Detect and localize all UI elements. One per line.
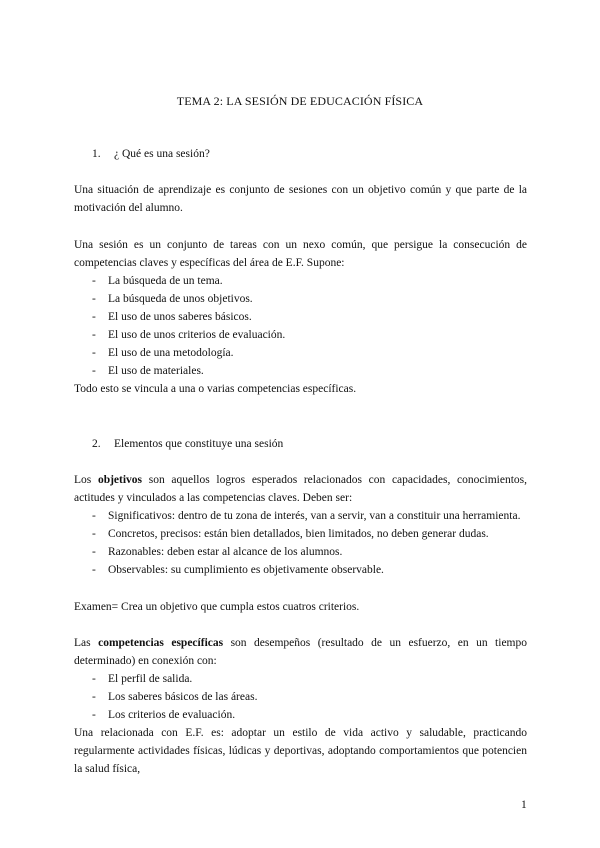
section-2-number: 2. [92, 438, 101, 450]
list-item: - La búsqueda de unos objetivos. [92, 293, 253, 305]
section-2-heading-text: Elementos que constituye una sesión [114, 438, 284, 450]
section-1-number: 1. [92, 148, 101, 160]
list-item: - Concretos, precisos: están bien detallados, bien limitados, no deben generar dudas. [92, 528, 489, 540]
section-2-heading [92, 435, 283, 453]
competencies-connection-list [74, 670, 527, 724]
list-item: - El perfil de salida. [92, 673, 193, 685]
list-item: - Razonables: deben estar al alcance de los alumnos. [92, 546, 343, 558]
list-item: - Observables: su cumplimiento es objetivamente observable. [92, 564, 384, 576]
competencies-paragraph: Las competencias específicas son desempeños (resultado de un esfuerzo, en un tiempo determinado) en conexión con: [74, 637, 528, 667]
situation-paragraph: Una situación de aprendizaje es conjunto de sesiones con un objetivo común y que parte de la motivación del alumno. [74, 184, 527, 214]
page-number: 1 [521, 799, 527, 811]
exam-note: Examen= Crea un objetivo que cumpla estos cuatros criterios. [74, 601, 360, 613]
list-item: - El uso de unos criterios de evaluación. [92, 329, 286, 341]
session-definition-paragraph: Una sesión es un conjunto de tareas con un nexo común, que persigue la consecución de competencias claves y específicas del área de E.F. Supone: [74, 239, 527, 269]
competencies-term: competencias específicas [98, 637, 224, 649]
list-item: - La búsqueda de un tema. [92, 275, 223, 287]
list-item: - El uso de una metodología. [92, 347, 234, 359]
list-item: - El uso de materiales. [92, 365, 204, 377]
list-item: - Significativos: dentro de tu zona de interés, van a servir, van a constituir una herramienta. [92, 510, 521, 522]
pe-competency-paragraph: Una relacionada con E.F. es: adoptar un estilo de vida activo y saludable, practicando regularmente actividades físicas, lúdicas y deportivas, adoptando comportamientos que potencien la salud física, [74, 727, 527, 775]
session-requirements-list [74, 272, 527, 380]
section-1-heading-text: ¿ Qué es una sesión? [114, 148, 210, 160]
list-item: - Los saberes básicos de las áreas. [92, 691, 258, 703]
objectives-criteria-list [74, 507, 527, 579]
section-1-heading [92, 145, 210, 163]
list-item: - El uso de unos saberes básicos. [92, 311, 252, 323]
competencies-link-sentence: Todo esto se vincula a una o varias competencias específicas. [74, 383, 357, 395]
objectives-term: objetivos [97, 474, 143, 486]
list-item: - Los criterios de evaluación. [92, 709, 236, 721]
document-title: TEMA 2: LA SESIÓN DE EDUCACIÓN FÍSICA [176, 94, 424, 108]
objectives-paragraph: Los objetivos son aquellos logros esperados relacionados con capacidades, conocimientos, actitudes y vinculados a las competencias claves. Deben ser: [74, 474, 527, 504]
